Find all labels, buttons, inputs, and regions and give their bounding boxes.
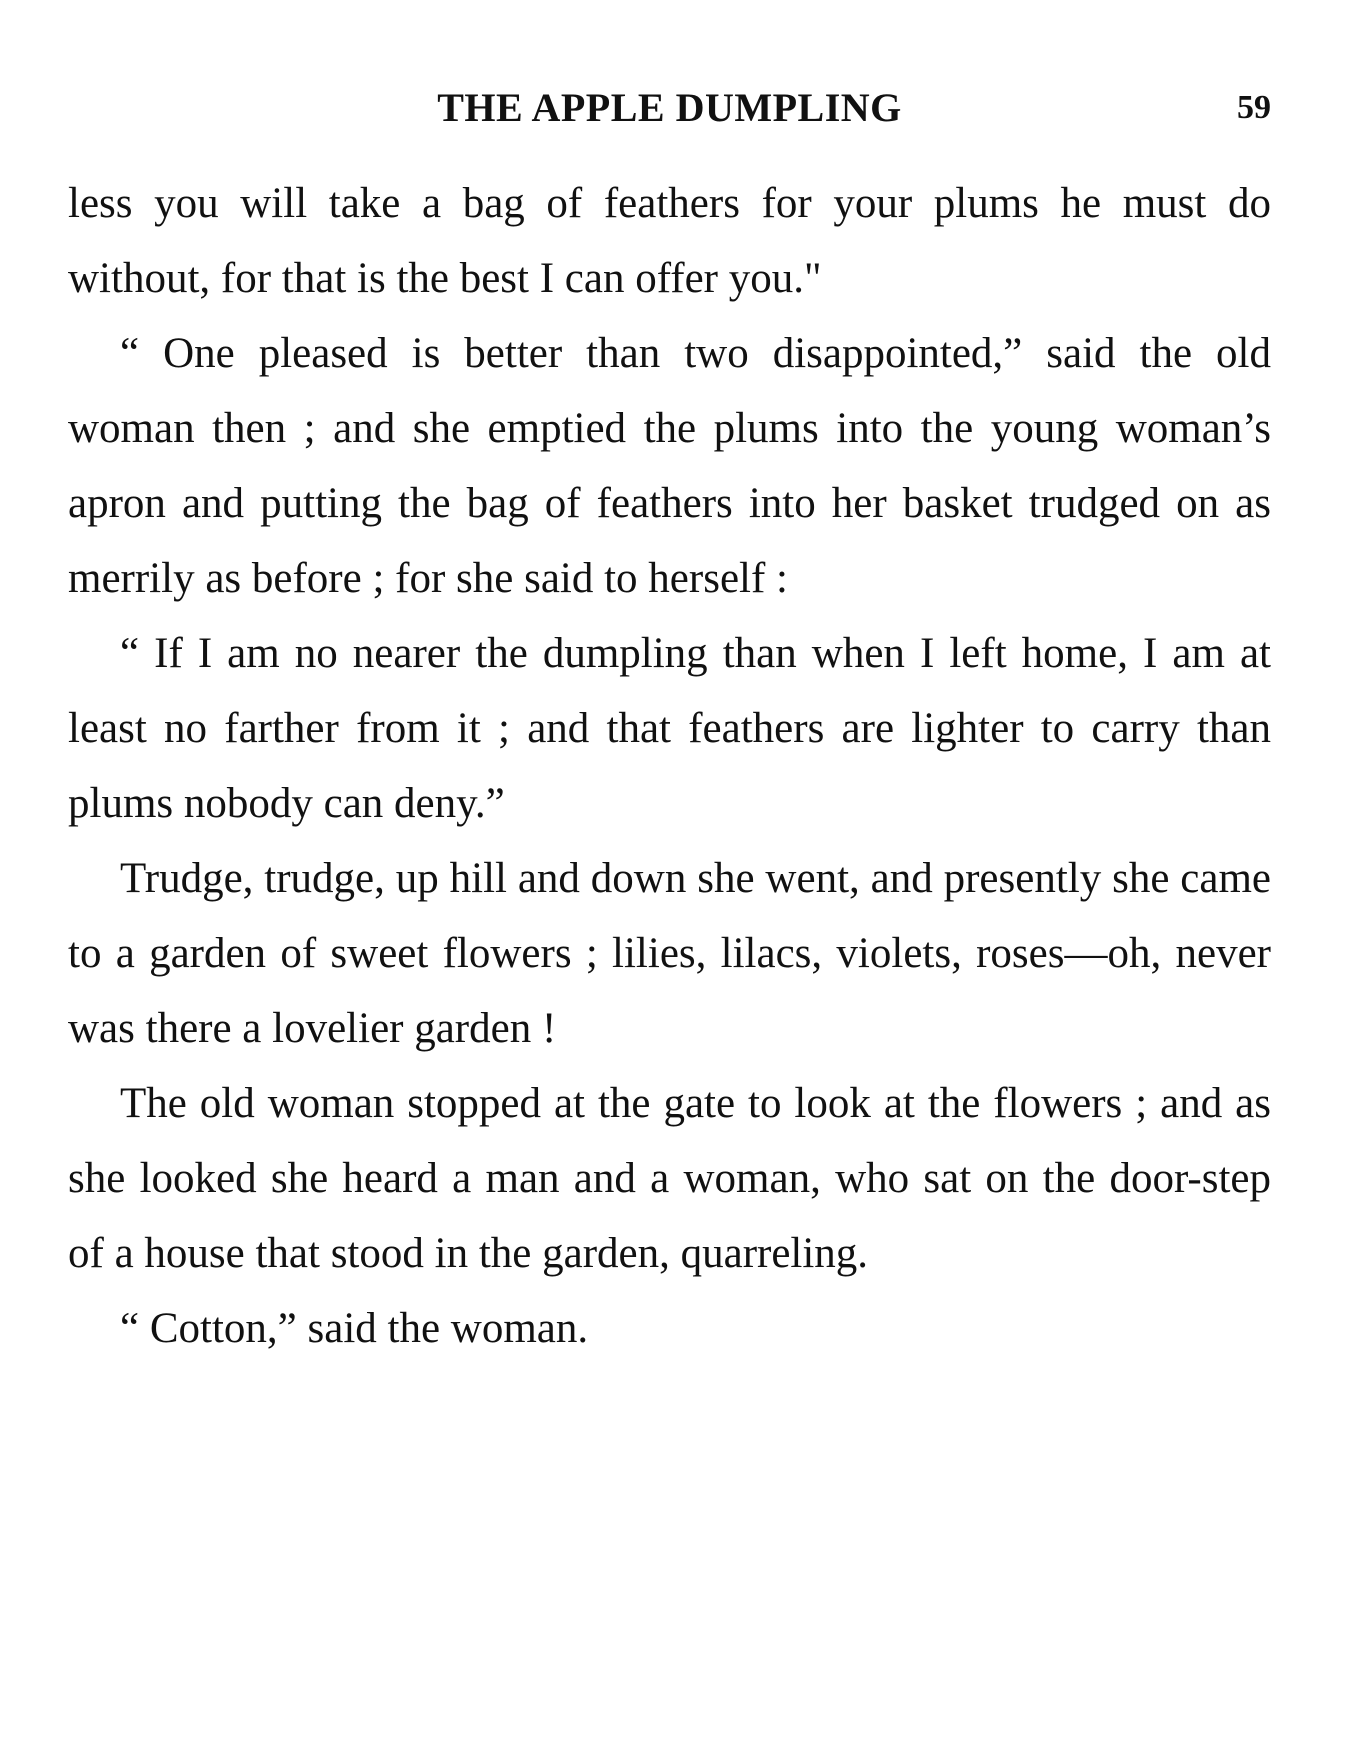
chapter-title: THE APPLE DUMPLING [437, 85, 902, 130]
page-number: 59 [1237, 89, 1271, 126]
paragraph: Trudge, trudge, up hill and down she went, and presently she came to a garden of sweet flowers ; lilies, lilacs, violets, roses—oh, never was there a lovelier garden ! [68, 855, 1271, 1052]
body-text [68, 166, 1271, 1366]
running-head [68, 78, 1271, 138]
paragraph: “ Cotton,” said the woman. [120, 1305, 589, 1352]
paragraph: “ One pleased is better than two disappointed,” said the old woman then ; and she emptied the plums into the young woman’s apron and putting the bag of feathers into her basket trudged on as merrily as before ; for she said to herself : [68, 330, 1271, 602]
paragraph: The old woman stopped at the gate to look at the flowers ; and as she looked she heard a man and a woman, who sat on the door-step of a house that stood in the garden, quarreling. [68, 1080, 1271, 1277]
paragraph: less you will take a bag of feathers for your plums he must do without, for that is the best I can offer you." [68, 180, 1271, 302]
paragraph: “ If I am no nearer the dumpling than when I left home, I am at least no farther from it ; and that feathers are lighter to carry than plums nobody can deny.” [68, 630, 1271, 827]
